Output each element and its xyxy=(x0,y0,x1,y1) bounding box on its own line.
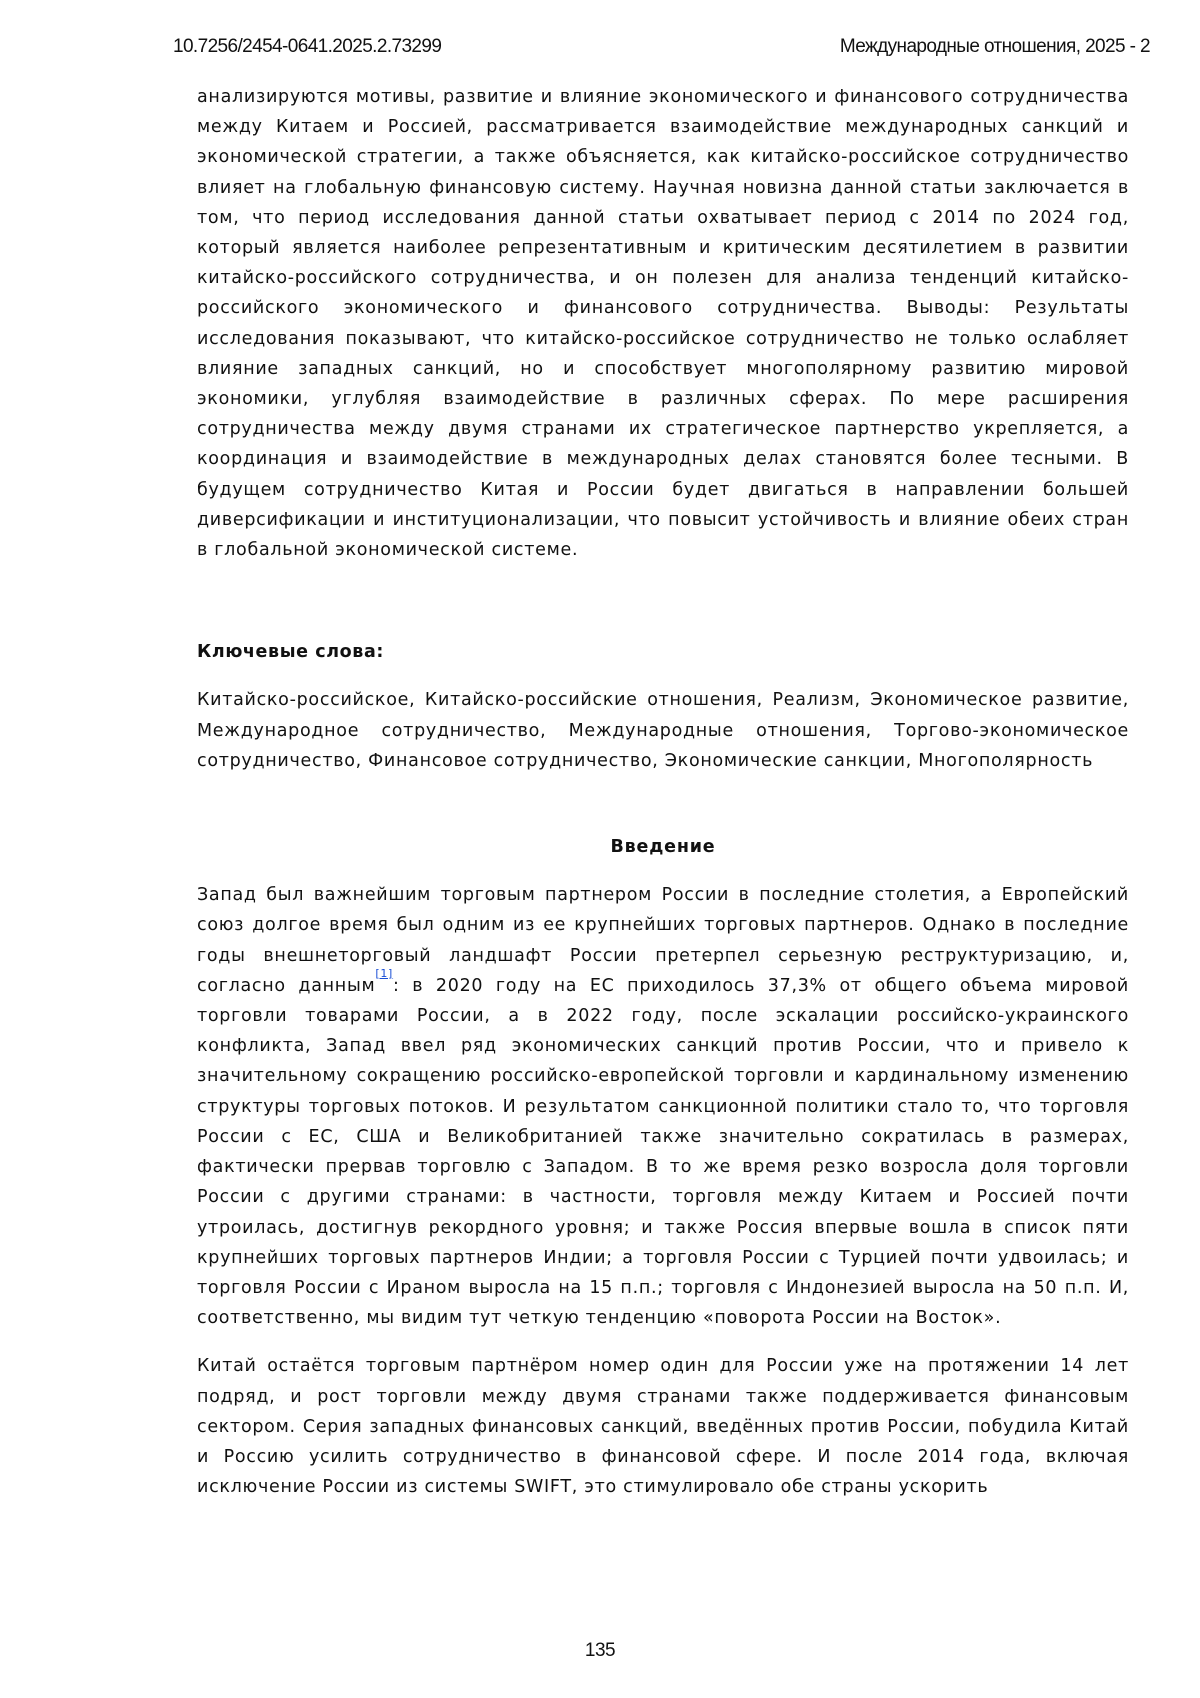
article-body xyxy=(197,82,1129,1502)
footnote-superscript xyxy=(375,967,393,980)
footnote-link[interactable]: [1] xyxy=(375,967,393,980)
page-number: 135 xyxy=(0,1640,1200,1662)
doi-text: 10.7256/2454-0641.2025.2.73299 xyxy=(173,36,441,58)
intro-text-part-2: : в 2020 году на ЕС приходилось 37,3% от общего объема мировой торговли товарами России, а в 2022 году, после эскалации российско-украинского конфликта, Запад ввел ряд экономических санкций против России, что и привело к значительному сокращению российско-европейской торговли и кардинальному изменению структуры торговых потоков. И результатом санкционной политики стало то, что торговля России с ЕС, США и Великобританией также значительно сократилась в размерах, фактически прервав торговлю с Западом. В то же время резко возросла доля торговли России с другими странами: в частности, торговля между Китаем и Россией почти утроилась, достигнув рекордного уровня; и также Россия впервые вошла в список пяти крупнейших торговых партнеров Индии; а торговля России с Турцией почти удвоилась; и торговля России с Ираном выросла на 15 п.п.; торговля с Индонезией выросла на 50 п.п. И, соответственно, мы видим тут четкую тенденцию «поворота России на Восток». xyxy=(197,976,1129,1328)
intro-paragraph-1 xyxy=(197,880,1129,1333)
intro-paragraph-2: Китай остаётся торговым партнёром номер один для России уже на протяжении 14 лет подряд, и рост торговли между двумя странами также поддерживается финансовым сектором. Серия западных финансовых санкций, введённых против России, побудила Китай и Россию усилить сотрудничество в финансовой сфере. И после 2014 года, включая исключение России из системы SWIFT, это стимулировало обе страны ускорить xyxy=(197,1351,1129,1502)
running-header xyxy=(173,36,1150,62)
journal-issue-text: Международные отношения, 2025 - 2 xyxy=(840,36,1150,58)
abstract-paragraph: анализируются мотивы, развитие и влияние экономического и финансового сотрудничества между Китаем и Россией, рассматривается взаимодействие международных санкций и экономической стратегии, а также объясняется, как китайско-российское сотрудничество влияет на глобальную финансовую систему. Научная новизна данной статьи заключается в том, что период исследования данной статьи охватывает период с 2014 по 2024 год, который является наиболее репрезентативным и критическим десятилетием в развитии китайско-российского сотрудничества, и он полезен для анализа тенденций китайско-российского экономического и финансового сотрудничества. Выводы: Результаты исследования показывают, что китайско-российское сотрудничество не только ослабляет влияние западных санкций, но и способствует многополярному развитию мировой экономики, углубляя взаимодействие в различных сферах. По мере расширения сотрудничества между двумя странами их стратегическое партнерство укрепляется, а координация и взаимодействие в международных делах становятся более тесными. В будущем сотрудничество Китая и России будет двигаться в направлении большей диверсификации и институционализации, что повысит устойчивость и влияние обеих стран в глобальной экономической системе. xyxy=(197,82,1129,565)
intro-text-part-1: Запад был важнейшим торговым партнером России в последние столетия, а Европейский союз долгое время был одним из ее крупнейших торговых партнеров. Однако в последние годы внешнеторговый ландшафт России претерпел серьезную реструктуризацию, и, согласно данным xyxy=(197,885,1129,996)
keywords-list: Китайско-российское, Китайско-российские отношения, Реализм, Экономическое развитие, Международное сотрудничество, Международные отношения, Торгово-экономическое сотрудничество, Финансовое сотрудничество, Экономические санкции, Многополярность xyxy=(197,685,1129,776)
keywords-heading: Ключевые слова: xyxy=(197,637,1129,667)
section-title-introduction: Введение xyxy=(197,832,1129,862)
